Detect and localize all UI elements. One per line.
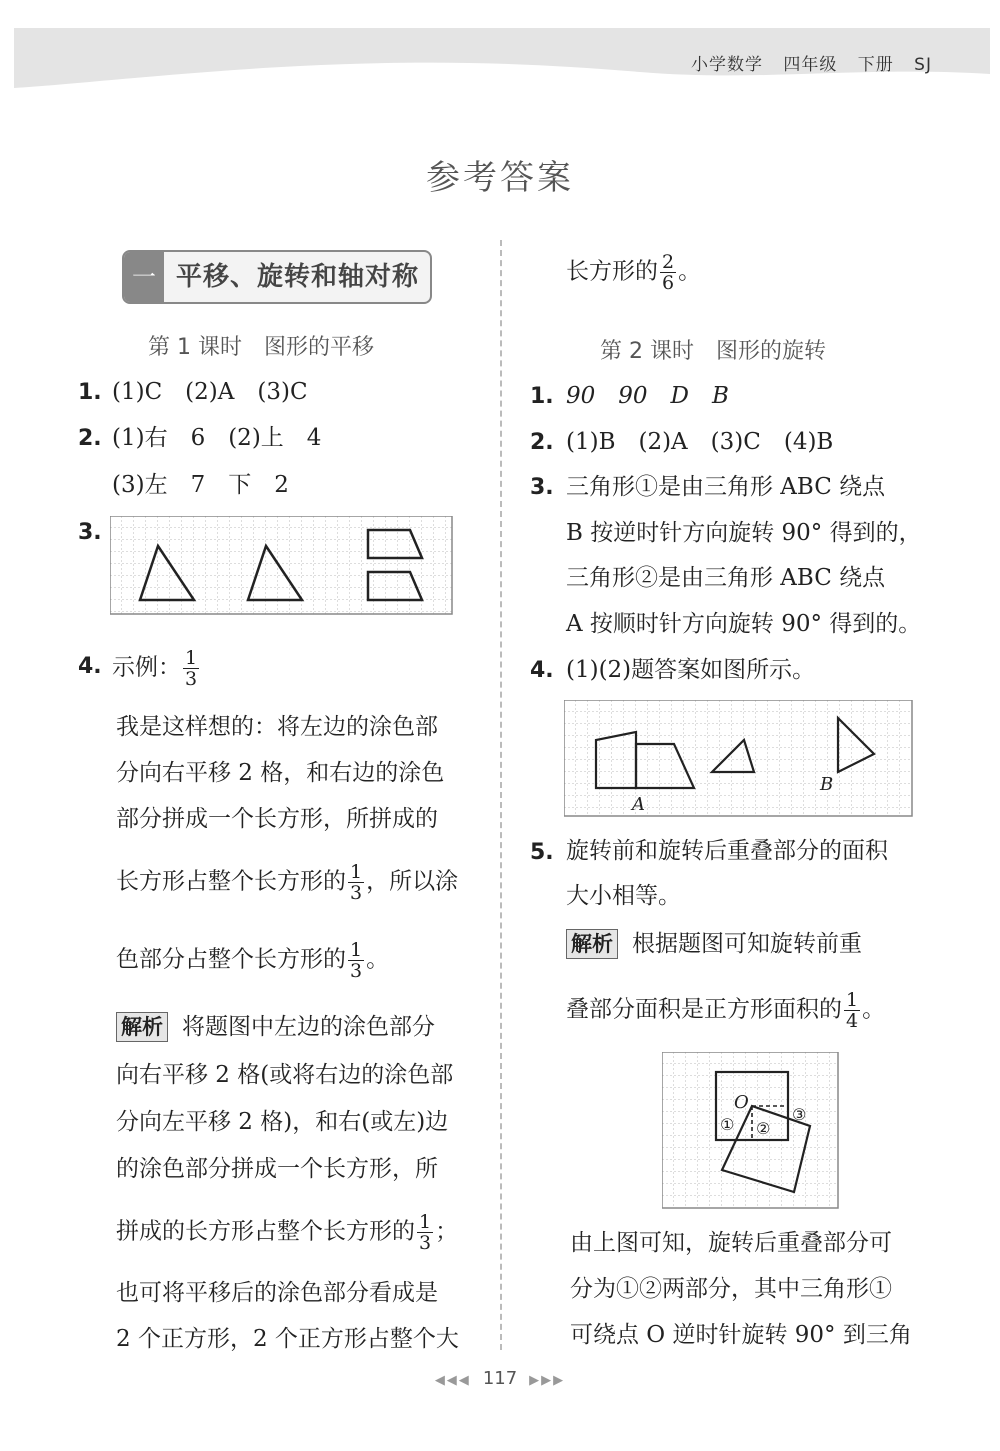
q4-number: 4. bbox=[78, 654, 102, 679]
r-q3-number: 3. bbox=[530, 475, 554, 500]
fraction-one-third: $\frac{1}{3}$ bbox=[350, 861, 363, 904]
unit-heading bbox=[122, 250, 432, 304]
r-explain-3: 可绕点 O 逆时针旋转 90° 到三角 bbox=[570, 1322, 912, 1348]
label-a: A bbox=[632, 794, 645, 815]
analysis-line-6: 也可将平移后的涂色部分看成是 bbox=[116, 1280, 438, 1306]
fraction-one-third: $\frac{1}{3}$ bbox=[185, 647, 198, 690]
r-q5-line-1: 旋转前和旋转后重叠部分的面积 bbox=[566, 838, 888, 864]
r-q3-line-2: B 按逆时针方向旋转 90° 得到的， bbox=[566, 520, 922, 546]
fraction-one-third: $\frac{1}{3}$ bbox=[419, 1211, 432, 1254]
lesson-2-title: 第 2 课时 图形的旋转 bbox=[600, 339, 826, 364]
unit-number: 一 bbox=[124, 252, 164, 302]
r-q4-number: 4. bbox=[530, 658, 554, 683]
r-q5-number: 5. bbox=[530, 840, 554, 865]
q4-explain-4: 长方形占整个长方形的 $\frac{1}{3}$ ，所以涂 bbox=[116, 861, 459, 904]
q4-explain-5: 色部分占整个长方形的 $\frac{1}{3}$ 。 bbox=[116, 939, 390, 982]
unit-title: 平移、旋转和轴对称 bbox=[176, 262, 420, 292]
fraction-one-quarter: $\frac{1}{4}$ bbox=[846, 989, 859, 1032]
q2-answer-b: (3)左 7 下 2 bbox=[112, 472, 289, 498]
column-divider bbox=[500, 240, 502, 1350]
fraction-one-third: $\frac{1}{3}$ bbox=[350, 939, 363, 982]
analysis-line-7: 2 个正方形，2 个正方形占整个大 bbox=[116, 1326, 459, 1352]
page-arrows-right: ▶▶▶ bbox=[529, 1373, 566, 1388]
q4-explain-2: 分向右平移 2 格，和右边的涂色 bbox=[116, 760, 445, 786]
r-q5-line-2: 大小相等。 bbox=[566, 883, 681, 909]
page-number-value: 117 bbox=[482, 1368, 518, 1389]
page-title: 参考答案 bbox=[426, 158, 574, 198]
r-q2-number: 2. bbox=[530, 430, 554, 455]
r-explain-1: 由上图可知，旋转后重叠部分可 bbox=[570, 1230, 892, 1256]
analysis-tag: 解析 bbox=[566, 929, 618, 959]
translation-figure bbox=[110, 516, 454, 616]
q2-number: 2. bbox=[78, 426, 102, 451]
r-explain-2: 分为①②两部分，其中三角形① bbox=[570, 1276, 892, 1302]
r-q3-line-3: 三角形②是由三角形 ABC 绕点 bbox=[566, 565, 886, 591]
analysis-line-2: 向右平移 2 格(或将右边的涂色部 bbox=[116, 1062, 454, 1088]
label-region-2: ② bbox=[756, 1119, 771, 1138]
analysis-tag: 解析 bbox=[116, 1012, 168, 1042]
r-analysis-line-1: 解析 根据题图可知旋转前重 bbox=[566, 929, 862, 959]
page-arrows-left: ◀◀◀ bbox=[434, 1373, 471, 1388]
r-q3-line-1: 三角形①是由三角形 ABC 绕点 bbox=[566, 474, 886, 500]
rotation-figure bbox=[564, 700, 914, 818]
lesson-1-title: 第 1 课时 图形的平移 bbox=[148, 335, 374, 360]
analysis-line-3: 分向左平移 2 格)，和右(或左)边 bbox=[116, 1109, 449, 1135]
label-region-1: ① bbox=[720, 1115, 735, 1134]
q4-explain-3: 部分拼成一个长方形，所拼成的 bbox=[116, 806, 438, 832]
r-q1-answer: 90 90 D B bbox=[566, 383, 729, 409]
r-q4-answer: (1)(2)题答案如图所示。 bbox=[566, 657, 816, 683]
label-region-3: ③ bbox=[792, 1105, 807, 1124]
label-o: O bbox=[734, 1092, 749, 1113]
r-analysis-line-2: 叠部分面积是正方形面积的 $\frac{1}{4}$ 。 bbox=[566, 989, 886, 1032]
analysis-line-5: 拼成的长方形占整个长方形的 $\frac{1}{3}$ ； bbox=[116, 1211, 459, 1254]
q4-answer bbox=[112, 648, 201, 689]
analysis-line-4: 的涂色部分拼成一个长方形，所 bbox=[116, 1156, 438, 1182]
page-number bbox=[0, 1368, 1000, 1389]
fraction-two-sixths: $\frac{2}{6}$ bbox=[662, 251, 675, 294]
q4-prefix: 示例： bbox=[112, 654, 181, 681]
header-label: 小学数学 四年级 下册 SJ bbox=[690, 55, 932, 75]
continued-answer: 长方形的 $\frac{2}{6}$ 。 bbox=[566, 251, 702, 294]
q1-number: 1. bbox=[78, 380, 102, 405]
q2-answer-a: (1)右 6 (2)上 4 bbox=[112, 425, 322, 451]
label-b: B bbox=[820, 774, 834, 795]
r-q2-answer: (1)B (2)A (3)C (4)B bbox=[566, 429, 834, 455]
r-q1-number: 1. bbox=[530, 384, 554, 409]
q3-number: 3. bbox=[78, 520, 102, 545]
q1-answer: (1)C (2)A (3)C bbox=[112, 379, 308, 405]
analysis-line-1: 解析 将题图中左边的涂色部分 bbox=[116, 1012, 435, 1042]
r-q3-line-4: A 按顺时针方向旋转 90° 得到的。 bbox=[566, 611, 922, 637]
overlap-figure bbox=[662, 1052, 840, 1210]
q4-explain-1: 我是这样想的：将左边的涂色部 bbox=[116, 714, 438, 740]
